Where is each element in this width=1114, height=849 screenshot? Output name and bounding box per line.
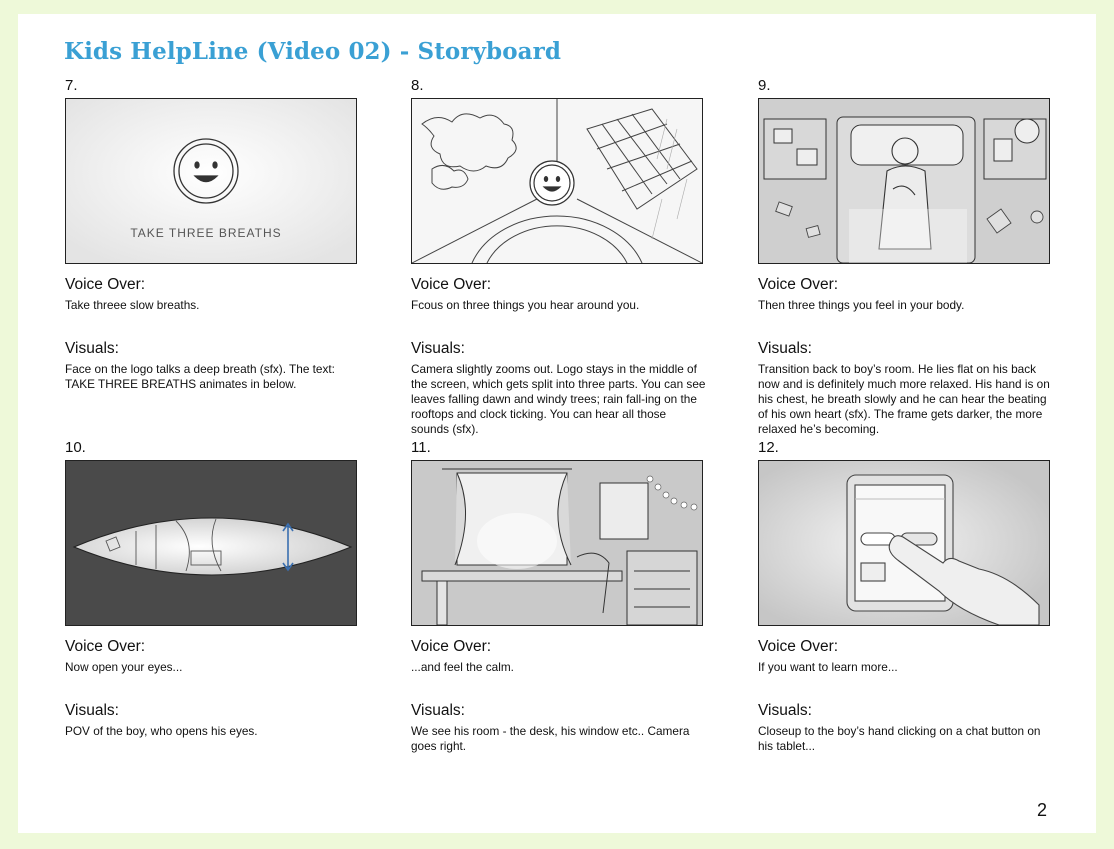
storyboard-page: [18, 14, 1096, 833]
voice-over-text: Now open your eyes...: [65, 660, 183, 674]
panel-number: 12.: [758, 439, 779, 456]
panel-11: [411, 439, 703, 753]
frame-10-sketch: [66, 461, 356, 625]
storyboard-frame: [411, 460, 703, 626]
panel-number: 10.: [65, 439, 86, 456]
visuals-label: Visuals:: [65, 340, 119, 357]
panel-12: [758, 439, 1050, 753]
visuals-label: Visuals:: [411, 340, 465, 357]
voice-over-text: ...and feel the calm.: [411, 660, 514, 674]
smiley-logo-icon: [530, 161, 574, 205]
panel-number: 11.: [411, 439, 431, 456]
voice-over-label: Voice Over:: [65, 638, 146, 655]
frame-8-sketch: [412, 99, 702, 263]
storyboard-frame: [411, 98, 703, 264]
frame-12-sketch: [759, 461, 1049, 625]
panel-number: 9.: [758, 77, 771, 94]
visuals-text: POV of the boy, who opens his eyes.: [65, 724, 258, 738]
voice-over-label: Voice Over:: [411, 638, 492, 655]
storyboard-frame: [758, 98, 1050, 264]
page-number: 2: [1037, 800, 1048, 820]
voice-over-text: Then three things you feel in your body.: [758, 298, 965, 312]
panel-10: [65, 439, 357, 738]
visuals-text: Face on the logo talks a deep breath (sfx). The text: TAKE THREE BREATHS animates in below.: [65, 362, 335, 391]
visuals-label: Visuals:: [758, 340, 812, 357]
voice-over-label: Voice Over:: [65, 276, 146, 293]
frame-caption: TAKE THREE BREATHS: [130, 226, 282, 240]
visuals-text: We see his room - the desk, his window etc.. Camera goes right.: [411, 724, 690, 753]
voice-over-label: Voice Over:: [758, 276, 839, 293]
panel-number: 8.: [411, 77, 424, 94]
panel-9: [758, 77, 1050, 436]
voice-over-label: Voice Over:: [758, 638, 839, 655]
frame-11-sketch: [412, 461, 702, 625]
storyboard-frame: [65, 98, 357, 264]
page-title: Kids HelpLine (Video 02) - Storyboard: [64, 38, 562, 65]
voice-over-label: Voice Over:: [411, 276, 492, 293]
panel-8: [411, 77, 706, 436]
voice-over-text: Fcous on three things you hear around you.: [411, 298, 640, 312]
visuals-label: Visuals:: [65, 702, 119, 719]
frame-9-sketch: [759, 99, 1049, 263]
frame-7-sketch: [66, 99, 356, 263]
panel-7: [65, 77, 357, 391]
visuals-label: Visuals:: [758, 702, 812, 719]
voice-over-text: If you want to learn more...: [758, 660, 898, 674]
visuals-text: Camera slightly zooms out. Logo stays in the middle of the screen, which gets split into three parts. You can see leaves falling dawn and windy trees; rain fall-ing on the rooftops and clock ticking. You can hear all those sounds (sfx).: [411, 362, 706, 436]
visuals-text: Closeup to the boy’s hand clicking on a chat button on his tablet...: [758, 724, 1041, 753]
voice-over-text: Take threee slow breaths.: [65, 298, 200, 312]
storyboard-frame: [65, 460, 357, 626]
visuals-label: Visuals:: [411, 702, 465, 719]
visuals-text: Transition back to boy’s room. He lies flat on his back now and is definitely much more relaxed. His hand is on his chest, he breath slowly and he can hear the beating of his own heart (sfx). The frame gets darker, the more relaxed he’s becoming.: [758, 362, 1050, 436]
storyboard-frame: [758, 460, 1050, 626]
panel-number: 7.: [65, 77, 78, 94]
